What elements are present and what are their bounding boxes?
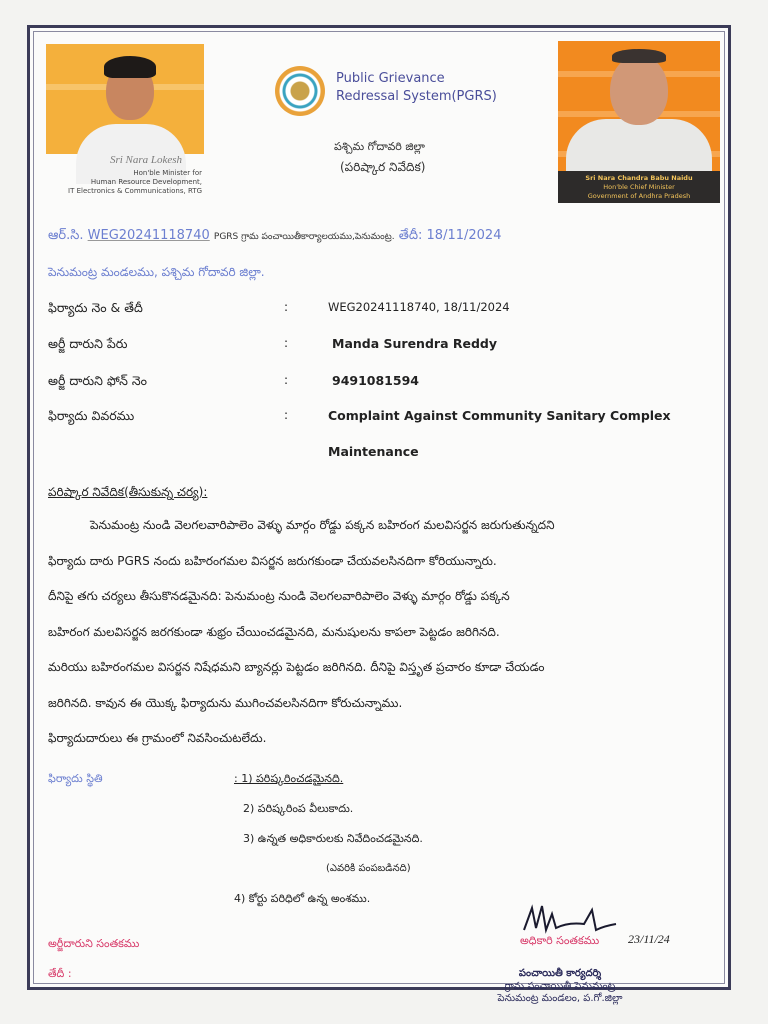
status-option-1: : 1) పరిష్కరించడమైనది. (234, 772, 344, 785)
field-value-complaint-no: WEG20241118740, 18/11/2024 (328, 300, 510, 314)
signature-date: 23/11/24 (628, 932, 670, 946)
field-label-applicant-name: అర్జీ దారుని పేరు (48, 336, 128, 351)
report-heading: పరిష్కార నివేదిక(తీసుకున్న చర్య): (48, 485, 208, 499)
report-para2-line2: బహిరంగ మలవిసర్జన జరగకుండా శుభ్రం చేయించడమైనది, మనుషులను కాపలా పెట్టడం జరిగినది. (48, 625, 500, 639)
status-option-4: 4) కోర్టు పరిధిలో ఉన్న అంశము. (234, 892, 371, 905)
status-label: ఫిర్యాదు స్థితి (48, 772, 103, 785)
field-colon: : (284, 408, 289, 422)
ref-id: WEG20241118740 (87, 228, 210, 243)
applicant-signature-label: అర్జీదారుని సంతకము (48, 937, 140, 950)
minister-title-1: Hon'ble Minister for (133, 169, 202, 177)
field-value-complaint-detail-2: Maintenance (328, 444, 419, 459)
cm-title: Hon'ble Chief Minister (603, 183, 675, 191)
system-title: Public Grievance Redressal System(PGRS) (336, 71, 497, 104)
field-value-phone: 9491081594 (332, 373, 419, 388)
reference-row (48, 228, 501, 246)
cm-name: Sri Nara Chandra Babu Naidu (585, 174, 693, 182)
mandal-line: పెనుమంట్ర మండలము, పశ్చిమ గోదావరి జిల్లా. (48, 265, 265, 279)
report-para2-line4: జరిగినది. కావున ఈ యొక్క ఫిర్యాదును ముగించవలసినదిగా కోరుచున్నాము. (48, 696, 403, 710)
grievance-report-page (27, 25, 731, 1004)
status-option-2: 2) పరిష్కరింప వీలుకాదు. (243, 802, 354, 815)
status-option-3: 3) ఉన్నత అధికారులకు నివేదించడమైనది. (243, 832, 423, 845)
field-label-complaint-no: ఫిర్యాదు నెం & తేదీ (48, 300, 143, 315)
minister-photo (46, 44, 204, 204)
official-stamp: పంచాయితీ కార్యదర్శి గ్రామ పంచాయితీ పెనుమంట్ర పెనుమంట్ర మండలం, ప.గో.జిల్లా (497, 968, 623, 1004)
field-value-applicant-name: Manda Surendra Reddy (332, 336, 497, 351)
report-para1-line2: ఫిర్యాదు దారు PGRS నందు బహిరంగమల విసర్జన జరుగకుండా చేయవలసినదిగా కోరియున్నారు. (48, 554, 497, 568)
officer-signature-label: అధికారి సంతకము (520, 934, 600, 947)
ref-prefix: ఆర్.సి. (48, 228, 84, 243)
field-colon: : (284, 300, 289, 314)
status-sent-to: (ఎవరికి పంపబడినది) (326, 863, 411, 874)
ref-office: PGRS గ్రామ పంచాయితీకార్యాలయము,పెనుమంట్ర. (213, 232, 395, 242)
report-para3: ఫిర్యాదుదారులు ఈ గ్రామంలో నివసించుటలేదు. (48, 731, 267, 745)
field-colon: : (284, 336, 289, 350)
ref-date: 18/11/2024 (426, 228, 502, 243)
ref-date-label: తేదీ: (398, 228, 423, 243)
field-value-complaint-detail: Complaint Against Community Sanitary Complex (328, 408, 671, 423)
minister-name: Sri Nara Lokesh (109, 154, 183, 166)
minister-title-2: Human Resource Development, (90, 178, 202, 186)
chief-minister-photo (558, 41, 720, 203)
applicant-date-label: తేదీ : (48, 967, 72, 980)
field-label-phone: అర్జీ దారుని ఫోన్ నెం (48, 373, 148, 388)
cm-org: Government of Andhra Pradesh (587, 192, 691, 200)
district-line: పశ్చిమ గోదావరి జిల్లా (334, 140, 425, 153)
inner-border (33, 31, 725, 1004)
ap-emblem-icon (275, 66, 325, 116)
field-colon: : (284, 373, 289, 387)
officer-signature (522, 900, 618, 940)
report-type-line: (పరిష్కార నివేదిక) (340, 160, 426, 174)
report-para2-line1: దీనిపై తగు చర్యలు తీసుకొనడమైనది: పెనుమంట్ర నుండి వెలగలవారిపాలెం వెళ్ళు మార్గం రోడ్డు పక్కన (48, 589, 510, 603)
report-para1-line1: పెనుమంట్ర నుండి వెలగలవారిపాలెం వెళ్ళు మార్గం రోడ్డు పక్కన బహిరంగ మలవిసర్జన జరుగుతున్నదని (90, 518, 555, 532)
report-para2-line3: మరియు బహిరంగమల విసర్జన నిషేధమని బ్యానర్లు పెట్టడం జరిగినది. దీనిపై విస్తృత ప్రచారం కూడా చేయడం (48, 660, 545, 674)
minister-title-3: IT Electronics & Communications, RTG (68, 187, 202, 195)
field-label-complaint-detail: ఫిర్యాదు వివరము (48, 408, 135, 423)
